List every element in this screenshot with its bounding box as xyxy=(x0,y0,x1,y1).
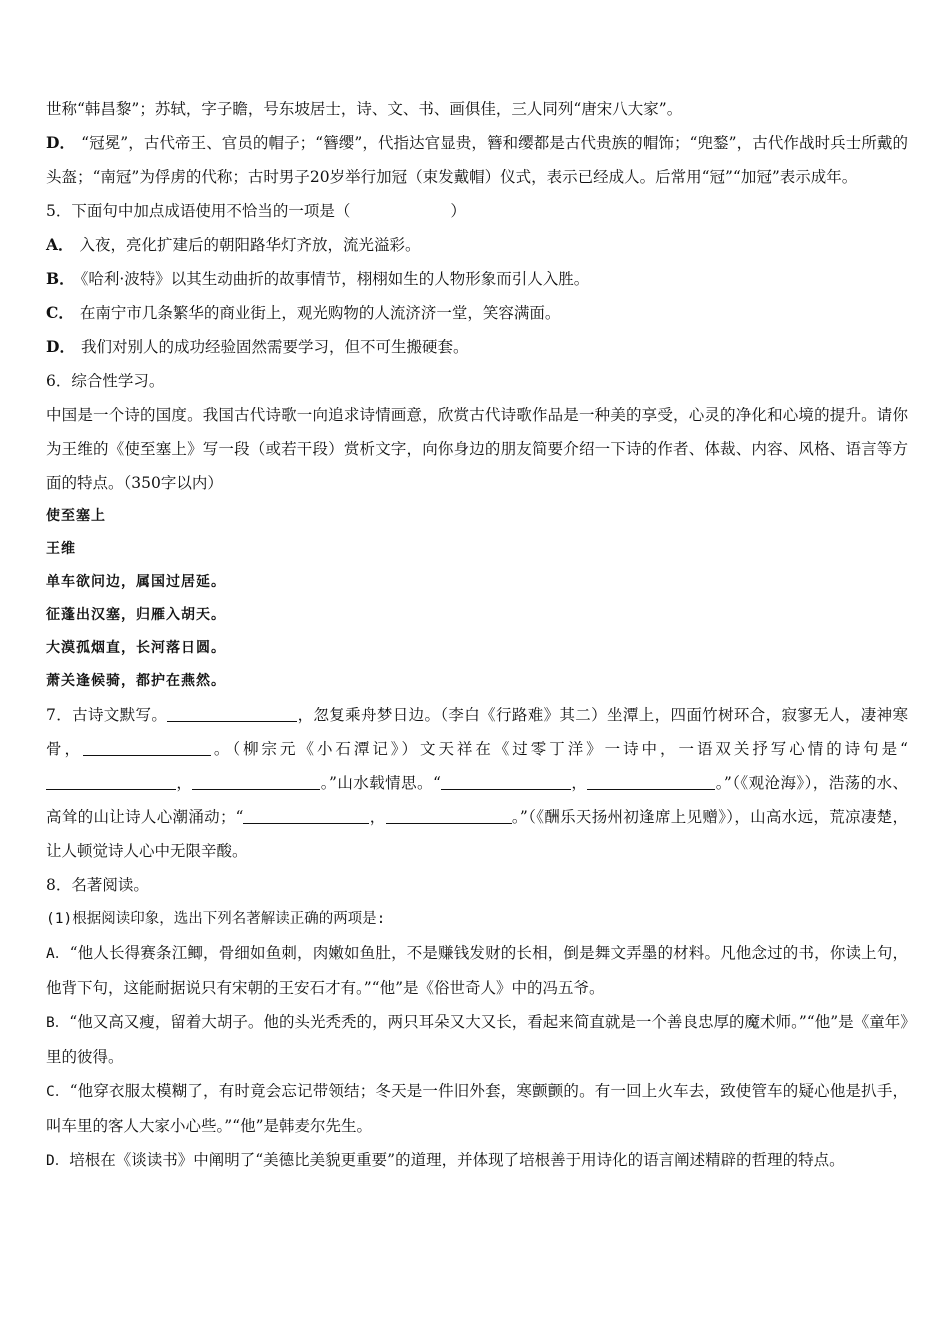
option-label: B． xyxy=(46,269,75,288)
fill-blank[interactable] xyxy=(192,771,320,790)
question-6-body: 中国是一个诗的国度。我国古代诗歌一向追求诗情画意，欣赏古代诗歌作品是一种美的享受，心灵的净化和心境的提升。请你为王维的《使至塞上》写一段（或若干段）赏析文字，向你身边的朋友简要介绍一下诗的作者、体裁、内容、风格、语言等方面的特点。（350字以内） xyxy=(46,406,908,492)
q7-text: ， xyxy=(570,774,588,792)
q7-text: ，忽复乘舟梦日边。（李白《行路难》其二）坐潭上，四面竹树环合，寂寥无人，凄神寒骨， xyxy=(46,706,908,758)
q7-text: 。”（《观沧海》），浩荡的水、高耸的山让诗人心潮涌动；“ xyxy=(46,774,908,826)
q8-option-a xyxy=(46,936,908,1005)
fill-blank[interactable] xyxy=(46,771,176,790)
poem-line: 征蓬出汉塞，归雁入胡天。 xyxy=(46,607,226,623)
question-6-stem: 6．综合性学习。 xyxy=(46,372,165,390)
option-text: “他穿衣服太模糊了，有时竟会忘记带领结；冬天是一件旧外套，寒颤颤的。有一回上火车去，致使管车的疑心他是扒手，叫车里的客人大家小心些。”“他”是韩麦尔先生。 xyxy=(46,1082,908,1135)
option-text: 我们对别人的成功经验固然需要学习，但不可生搬硬套。 xyxy=(80,338,469,356)
stem-text: 5．下面句中加点成语使用不恰当的一项是（ xyxy=(46,202,351,220)
fill-blank[interactable] xyxy=(386,805,512,824)
q7-text: ， xyxy=(369,808,386,826)
question-7 xyxy=(46,698,908,868)
q5-option-d xyxy=(46,330,908,364)
poem-line: 单车欲问边，属国过居延。 xyxy=(46,574,226,590)
q5-option-c xyxy=(46,296,908,330)
q7-text: 。”山水载情思。“ xyxy=(320,774,441,792)
option-text: 《哈利·波特》以其生动曲折的故事情节，栩栩如生的人物形象而引人入胜。 xyxy=(80,270,590,288)
q8-option-c xyxy=(46,1074,908,1143)
q4-option-d xyxy=(46,126,908,194)
poem-title: 使至塞上 xyxy=(46,508,106,524)
q7-text: 。”（《酬乐天扬州初逢席上见赠》），山高水远，荒凉凄楚，让人顿觉诗人心中无限辛酸。 xyxy=(46,808,908,860)
fill-blank[interactable] xyxy=(83,737,211,756)
question-8-sub1: (1)根据阅读印象，选出下列名著解读正确的两项是: xyxy=(46,911,386,927)
poem-line: 大漠孤烟直，长河落日圆。 xyxy=(46,640,226,656)
option-label: D． xyxy=(46,133,76,152)
fill-blank[interactable] xyxy=(587,771,715,790)
q5-option-a xyxy=(46,228,908,262)
option-label: B． xyxy=(46,1015,70,1031)
exam-page xyxy=(46,92,908,1178)
option-text: “冠冕”，古代帝王、官员的帽子；“簪缨”，代指达官显贵，簪和缨都是古代贵族的帽饰；“兜鍪”，古代作战时兵士所戴的头盔；“南冠”为俘虏的代称；古时男子20岁举行加冠（束发戴帽）仪式，表示已经成人。后常用“冠”“加冠”表示成年。 xyxy=(46,134,908,186)
q7-text: 7．古诗文默写。 xyxy=(46,706,168,724)
q7-text: ， xyxy=(176,774,193,792)
q8-option-d xyxy=(46,1143,908,1178)
option-text: “他又高又瘦，留着大胡子。他的头光秃秃的，两只耳朵又大又长，看起来简直就是一个善良忠厚的魔术师。”“他”是《童年》里的彼得。 xyxy=(46,1013,909,1066)
fill-blank[interactable] xyxy=(441,771,571,790)
option-text: 培根在《谈读书》中阐明了“美德比美貌更重要”的道理，并体现了培根善于用诗化的语言阐述精辟的哲理的特点。 xyxy=(69,1151,845,1169)
option-label: A． xyxy=(46,946,70,962)
q5-option-b xyxy=(46,262,908,296)
option-label: C． xyxy=(46,1084,70,1100)
option-label: C． xyxy=(46,303,74,322)
q7-text: 。（柳宗元《小石潭记》）文天祥在《过零丁洋》一诗中，一语双关抒写心情的诗句是“ xyxy=(210,740,908,758)
q8-option-b xyxy=(46,1005,908,1074)
option-text: “他人长得赛条江鲫，骨细如鱼刺，肉嫩如鱼肚，不是赚钱发财的长相，倒是舞文弄墨的材料。凡他念过的书，你读上句，他背下句，这能耐据说只有宋朝的王安石才有。”“他”是《俗世奇人》中的冯五爷。 xyxy=(46,944,908,997)
option-text: 入夜，亮化扩建后的朝阳路华灯齐放，流光溢彩。 xyxy=(79,236,421,254)
question-5-stem xyxy=(46,194,908,228)
fill-blank[interactable] xyxy=(167,703,297,722)
fill-blank[interactable] xyxy=(243,805,369,824)
option-text: 在南宁市几条繁华的商业街上，观光购物的人流济济一堂，笑容满面。 xyxy=(79,304,561,322)
option-label: A． xyxy=(46,235,74,254)
poem-line: 萧关逢候骑，都护在燕然。 xyxy=(46,673,226,689)
option-label: D． xyxy=(46,1153,70,1169)
stem-close: ） xyxy=(450,202,466,220)
option-label: D． xyxy=(46,337,75,356)
poem-author: 王维 xyxy=(46,541,76,557)
question-8-stem: 8．名著阅读。 xyxy=(46,876,149,894)
q4-option-c-tail: 世称“韩昌黎”；苏轼，字子瞻，号东坡居士，诗、文、书、画俱佳，三人同列“唐宋八大家”。 xyxy=(46,100,683,118)
